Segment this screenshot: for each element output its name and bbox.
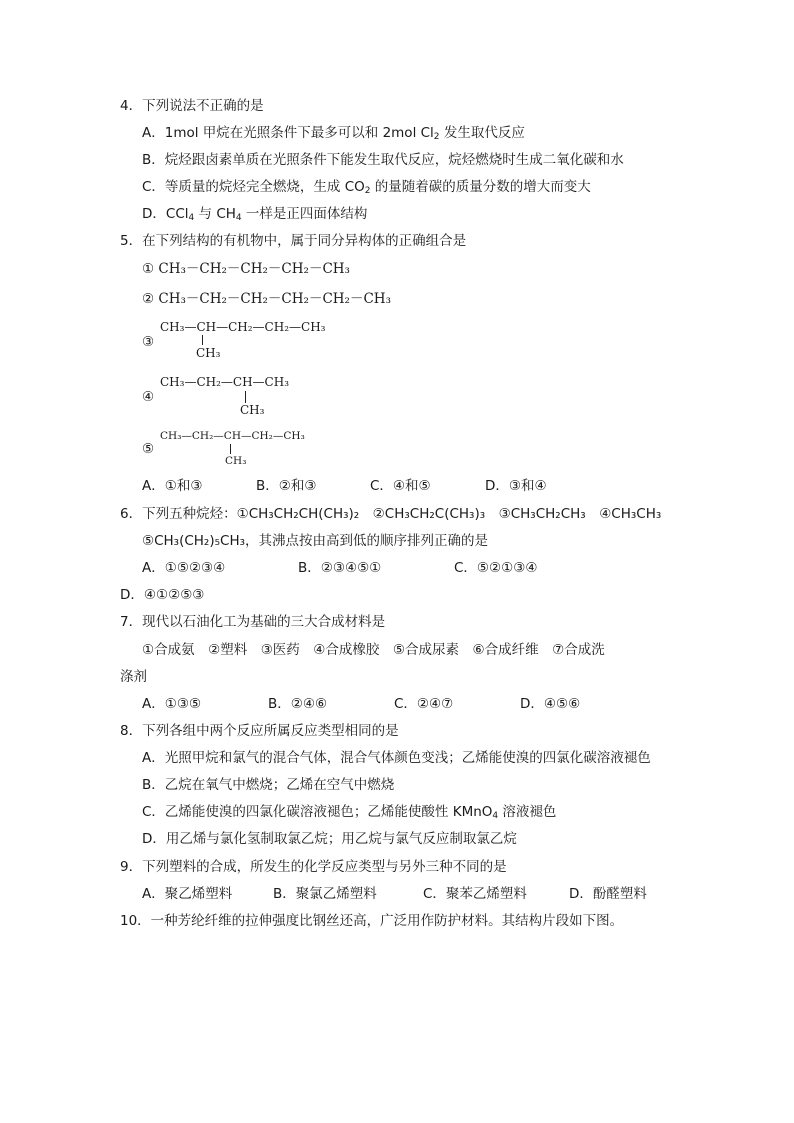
q5-molecule-5-branch: CH₃ — [225, 455, 247, 467]
q5-molecule-5-bond — [230, 444, 231, 454]
q10-stem: 10．一种芳纶纤维的拉伸强度比钢丝还高，广泛用作防护材料。其结构片段如下图。 — [120, 913, 624, 929]
q9-option-b: B．聚氯乙烯塑料 — [273, 886, 377, 902]
q5-molecule-5-number: ⑤ — [142, 441, 155, 457]
q5-molecule-5-main-chain: CH₃—CH₂—CH—CH₂—CH₃ — [160, 430, 305, 442]
q5-molecule-3-branch: CH₃ — [196, 346, 221, 360]
q7-option-a: A．①③⑤ — [142, 696, 202, 712]
q4-option-b: B．烷烃跟卤素单质在光照条件下能发生取代反应，烷烃燃烧时生成二氧化碳和水 — [142, 152, 624, 168]
q5-option-a: A．①和③ — [142, 478, 203, 494]
q6-stem: 6．下列五种烷烃：①CH₃CH₂CH(CH₃)₂ ②CH₃CH₂C(CH₃)₃ ③CH₃CH₂CH₃ ④CH₃CH₃ — [120, 506, 662, 522]
q4-stem: 4．下列说法不正确的是 — [120, 98, 264, 114]
q4-option-c: C．等质量的烷烃完全燃烧，生成 $CO_2$ 的量随着碳的质量分数的增大而变大 — [142, 179, 591, 196]
q8-stem: 8．下列各组中两个反应所属反应类型相同的是 — [120, 723, 399, 739]
q4-option-a: A．1mol 甲烷在光照条件下最多可以和 2mol $Cl_2$ 发生取代反应 — [142, 125, 525, 142]
q6-stem-line-2: ⑤CH₃(CH₂)₅CH₃，其沸点按由高到低的顺序排列正确的是 — [142, 533, 489, 549]
q9-stem: 9．下列塑料的合成，所发生的化学反应类型与另外三种不同的是 — [120, 859, 507, 875]
q5-molecule-4-branch: CH₃ — [240, 403, 265, 417]
q5-molecule-3-main-chain: CH₃—CH—CH₂—CH₂—CH₃ — [160, 320, 326, 334]
q7-items: ①合成氨 ②塑料 ③医药 ④合成橡胶 ⑤合成尿素 ⑥合成纤维 ⑦合成洗 — [142, 642, 605, 658]
q5-molecule-1: ① CH₃－CH₂－CH₂－CH₂－CH₃ — [142, 261, 350, 277]
q5-molecule-4-number: ④ — [142, 389, 155, 405]
q5-option-c: C．④和⑤ — [370, 478, 431, 494]
q5-stem: 5．在下列结构的有机物中，属于同分异构体的正确组合是 — [120, 233, 467, 249]
q7-option-d: D．④⑤⑥ — [520, 696, 581, 712]
q7-option-c: C．②④⑦ — [394, 696, 454, 712]
q6-option-b: B．②③④⑤① — [298, 560, 382, 576]
q9-option-c: C．聚苯乙烯塑料 — [423, 886, 527, 902]
q7-items-continued: 涤剂 — [120, 669, 147, 685]
q9-option-d: D．酚醛塑料 — [569, 886, 647, 902]
q5-option-b: B．②和③ — [256, 478, 317, 494]
q5-molecule-4-bond — [245, 391, 246, 403]
q8-option-c: C．乙烯能使溴的四氯化碳溶液褪色；乙烯能使酸性 KMnO$_4$ 溶液褪色 — [142, 804, 557, 821]
q5-molecule-2: ② CH₃－CH₂－CH₂－CH₂－CH₂－CH₃ — [142, 291, 391, 307]
q6-option-a: A．①⑤②③④ — [142, 560, 226, 576]
q5-molecule-3-bond — [202, 335, 203, 345]
q6-option-c: C．⑤②①③④ — [454, 560, 538, 576]
q4-option-d: D．CCl$_4$ 与 $CH_4$ 一样是正四面体结构 — [142, 206, 368, 223]
q8-option-a: A．光照甲烷和氯气的混合气体，混合气体颜色变浅；乙烯能使溴的四氯化碳溶液褪色 — [142, 750, 651, 766]
q8-option-d: D．用乙烯与氯化氢制取氯乙烷；用乙烷与氯气反应制取氯乙烷 — [142, 831, 517, 847]
q9-option-a: A．聚乙烯塑料 — [142, 886, 233, 902]
q8-option-b: B．乙烷在氧气中燃烧；乙烯在空气中燃烧 — [142, 777, 395, 793]
q7-stem: 7．现代以石油化工为基础的三大合成材料是 — [120, 614, 386, 630]
q5-option-d: D．③和④ — [485, 478, 547, 494]
q6-option-d: D．④①②⑤③ — [120, 587, 205, 603]
q5-molecule-4-main-chain: CH₃—CH₂—CH—CH₃ — [160, 375, 290, 389]
q7-option-b: B．②④⑥ — [268, 696, 328, 712]
q5-molecule-3-number: ③ — [142, 334, 155, 350]
